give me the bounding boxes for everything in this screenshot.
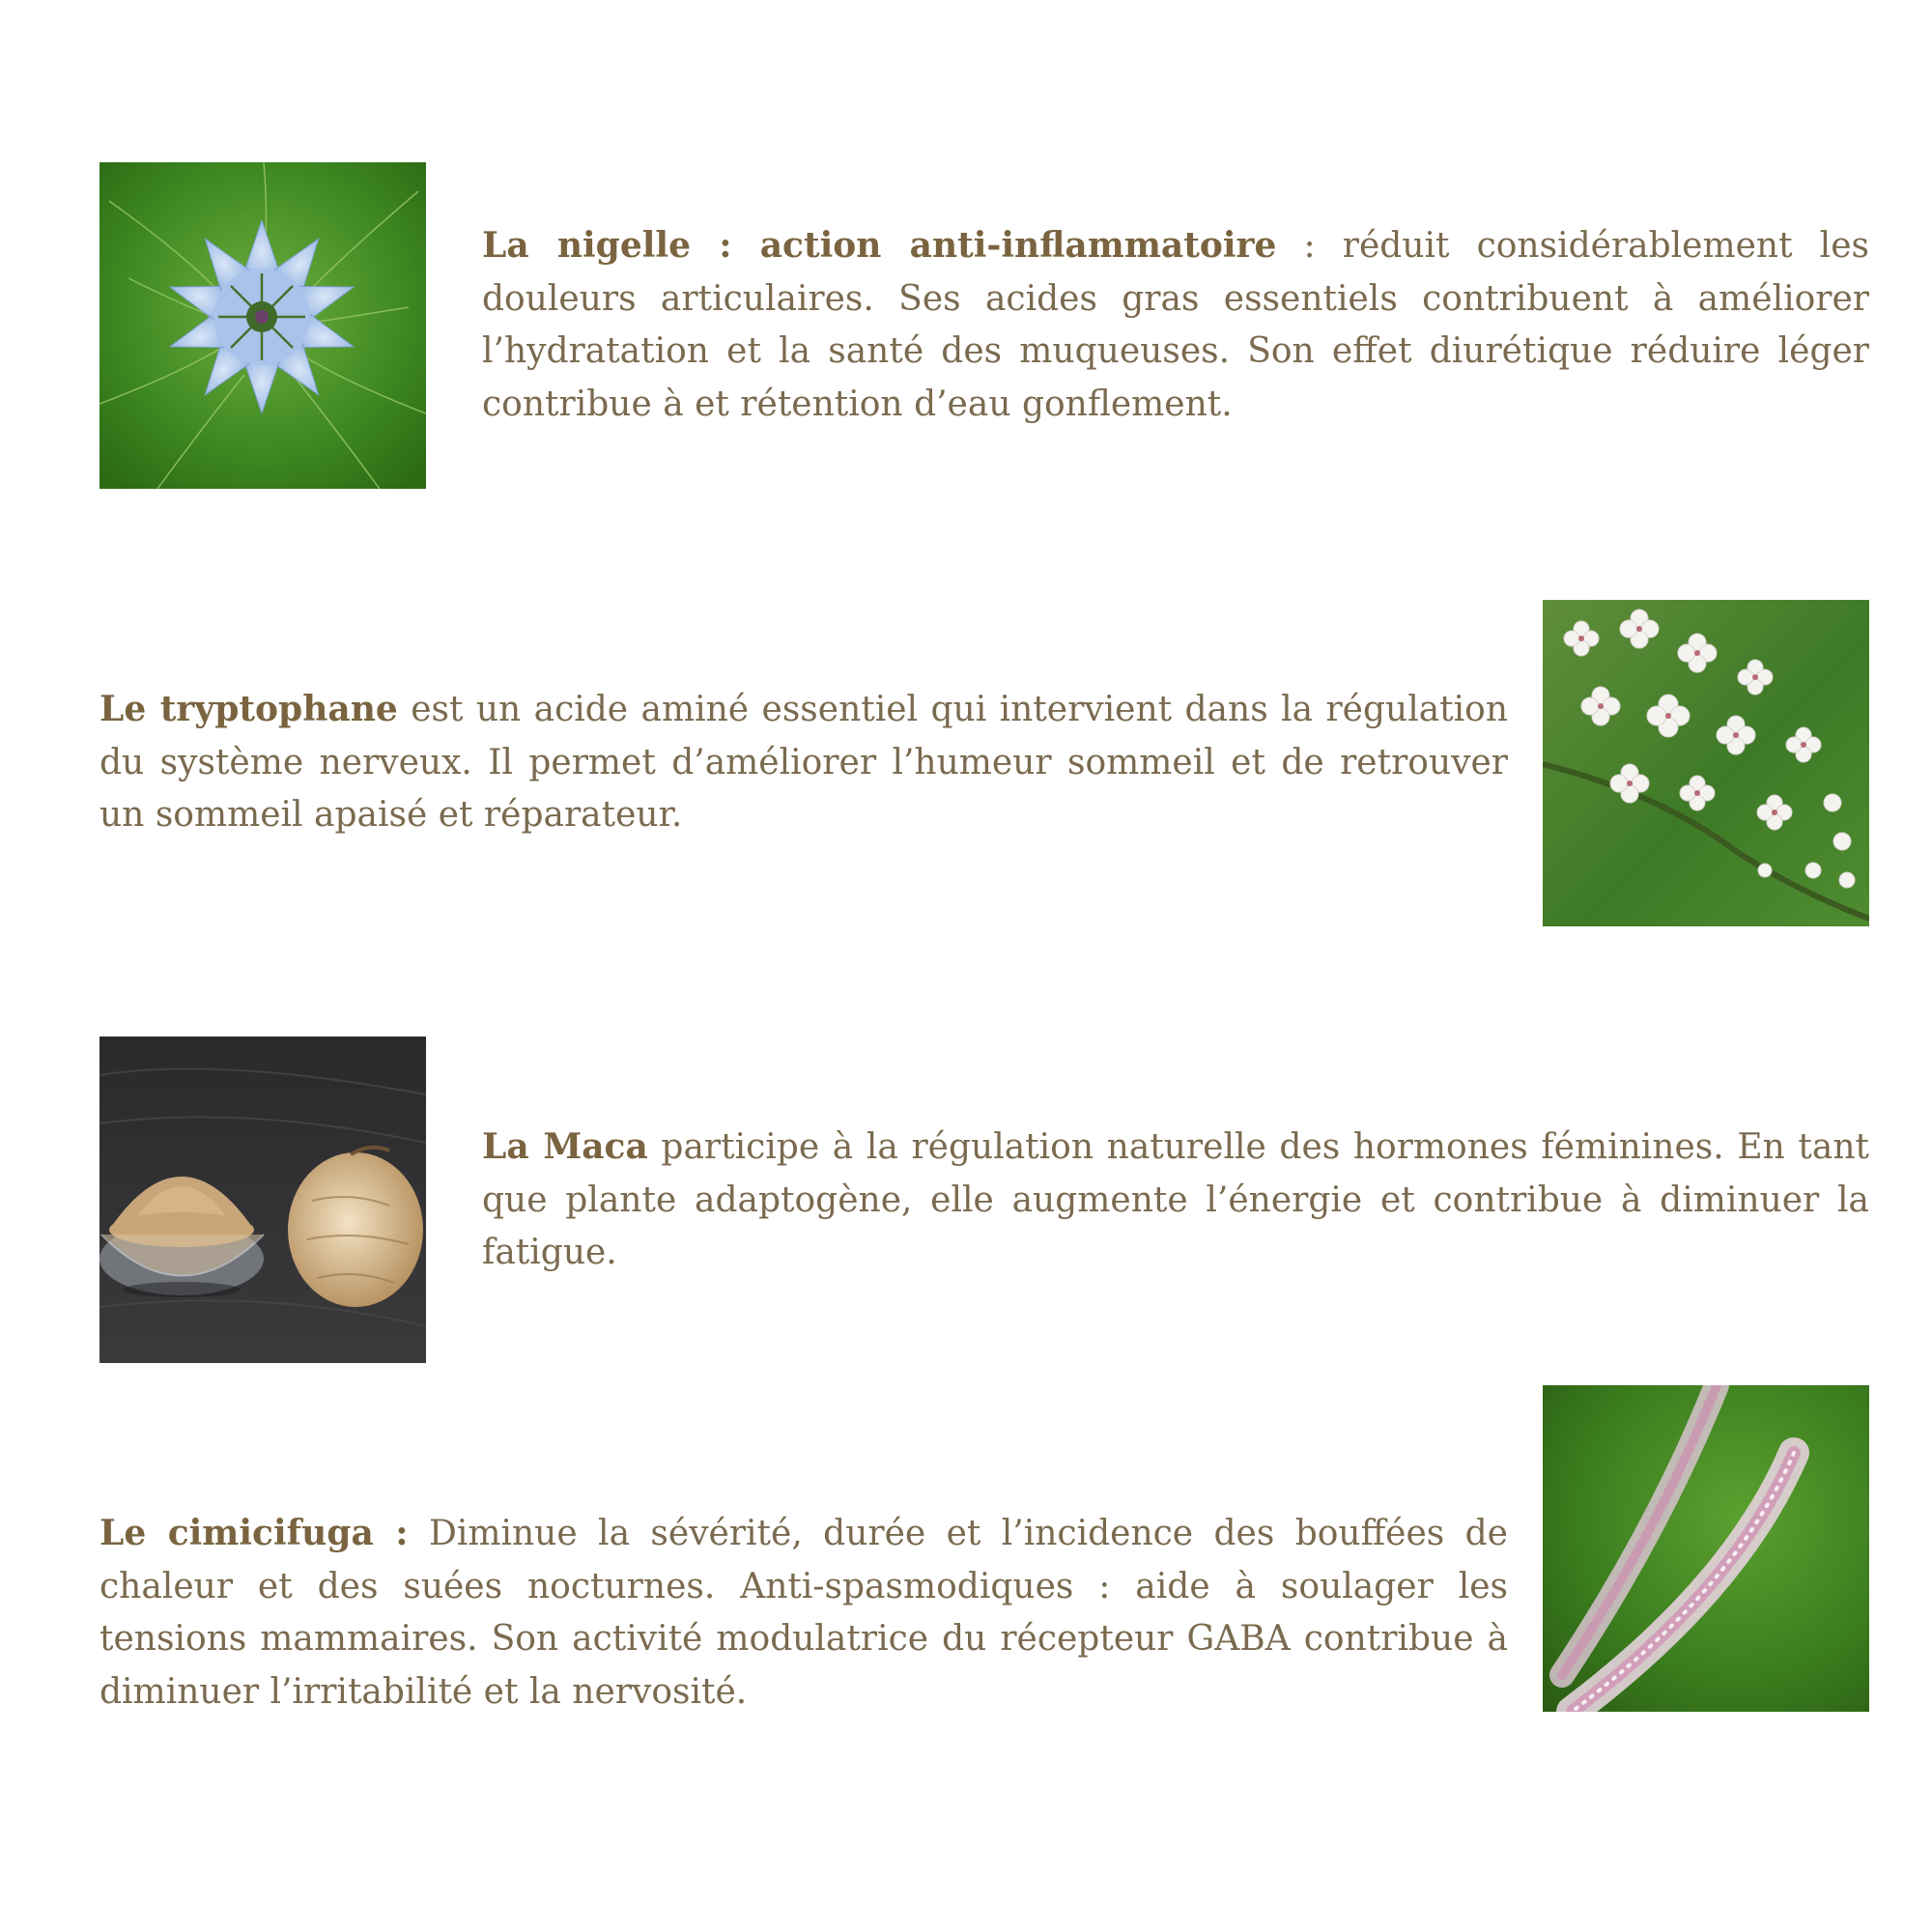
cimicifuga-paragraph bbox=[99, 1507, 1508, 1719]
nigelle-paragraph bbox=[482, 219, 1869, 431]
cimicifuga-flower-image bbox=[1543, 1385, 1869, 1712]
maca-body: participe à la régulation naturelle des hormones féminines. En tant que plante adaptogène, elle augmente l’énergie et contribue à diminuer la fatigue. bbox=[482, 1127, 1870, 1272]
cimicifuga-title: Le cimicifuga : bbox=[99, 1513, 409, 1553]
maca-paragraph bbox=[482, 1121, 1869, 1280]
white-flowers-image bbox=[1543, 600, 1869, 926]
nigelle-title: La nigelle : action anti-inflammatoire bbox=[482, 225, 1277, 266]
tryptophane-title: Le tryptophane bbox=[99, 689, 398, 729]
tryptophane-body: est un acide aminé essentiel qui intervient dans la régulation du système nerveux. Il permet d’améliorer l’humeur sommeil et de retrouver un sommeil apaisé et réparateur. bbox=[99, 690, 1509, 835]
nigella-flower-image bbox=[99, 162, 426, 489]
maca-powder-image bbox=[99, 1037, 426, 1363]
nigelle-body: : réduit considérablement les douleurs articulaires. Ses acides gras essentiels contribuent à améliorer l’hydratation et la santé des muqueuses. Son effet diurétique réduire léger contribue à et rétention d’eau gonflement. bbox=[482, 226, 1869, 424]
maca-title: La Maca bbox=[482, 1126, 648, 1167]
cimicifuga-body: Diminue la sévérité, durée et l’incidence des bouffées de chaleur et des suées nocturnes. Anti-spasmodiques : aide à soulager les tensions mammaires. Son activité modulatrice du récepteur GABA contribue à diminuer l’irritabilité et la nervosité. bbox=[99, 1514, 1508, 1712]
tryptophane-paragraph bbox=[99, 683, 1508, 842]
